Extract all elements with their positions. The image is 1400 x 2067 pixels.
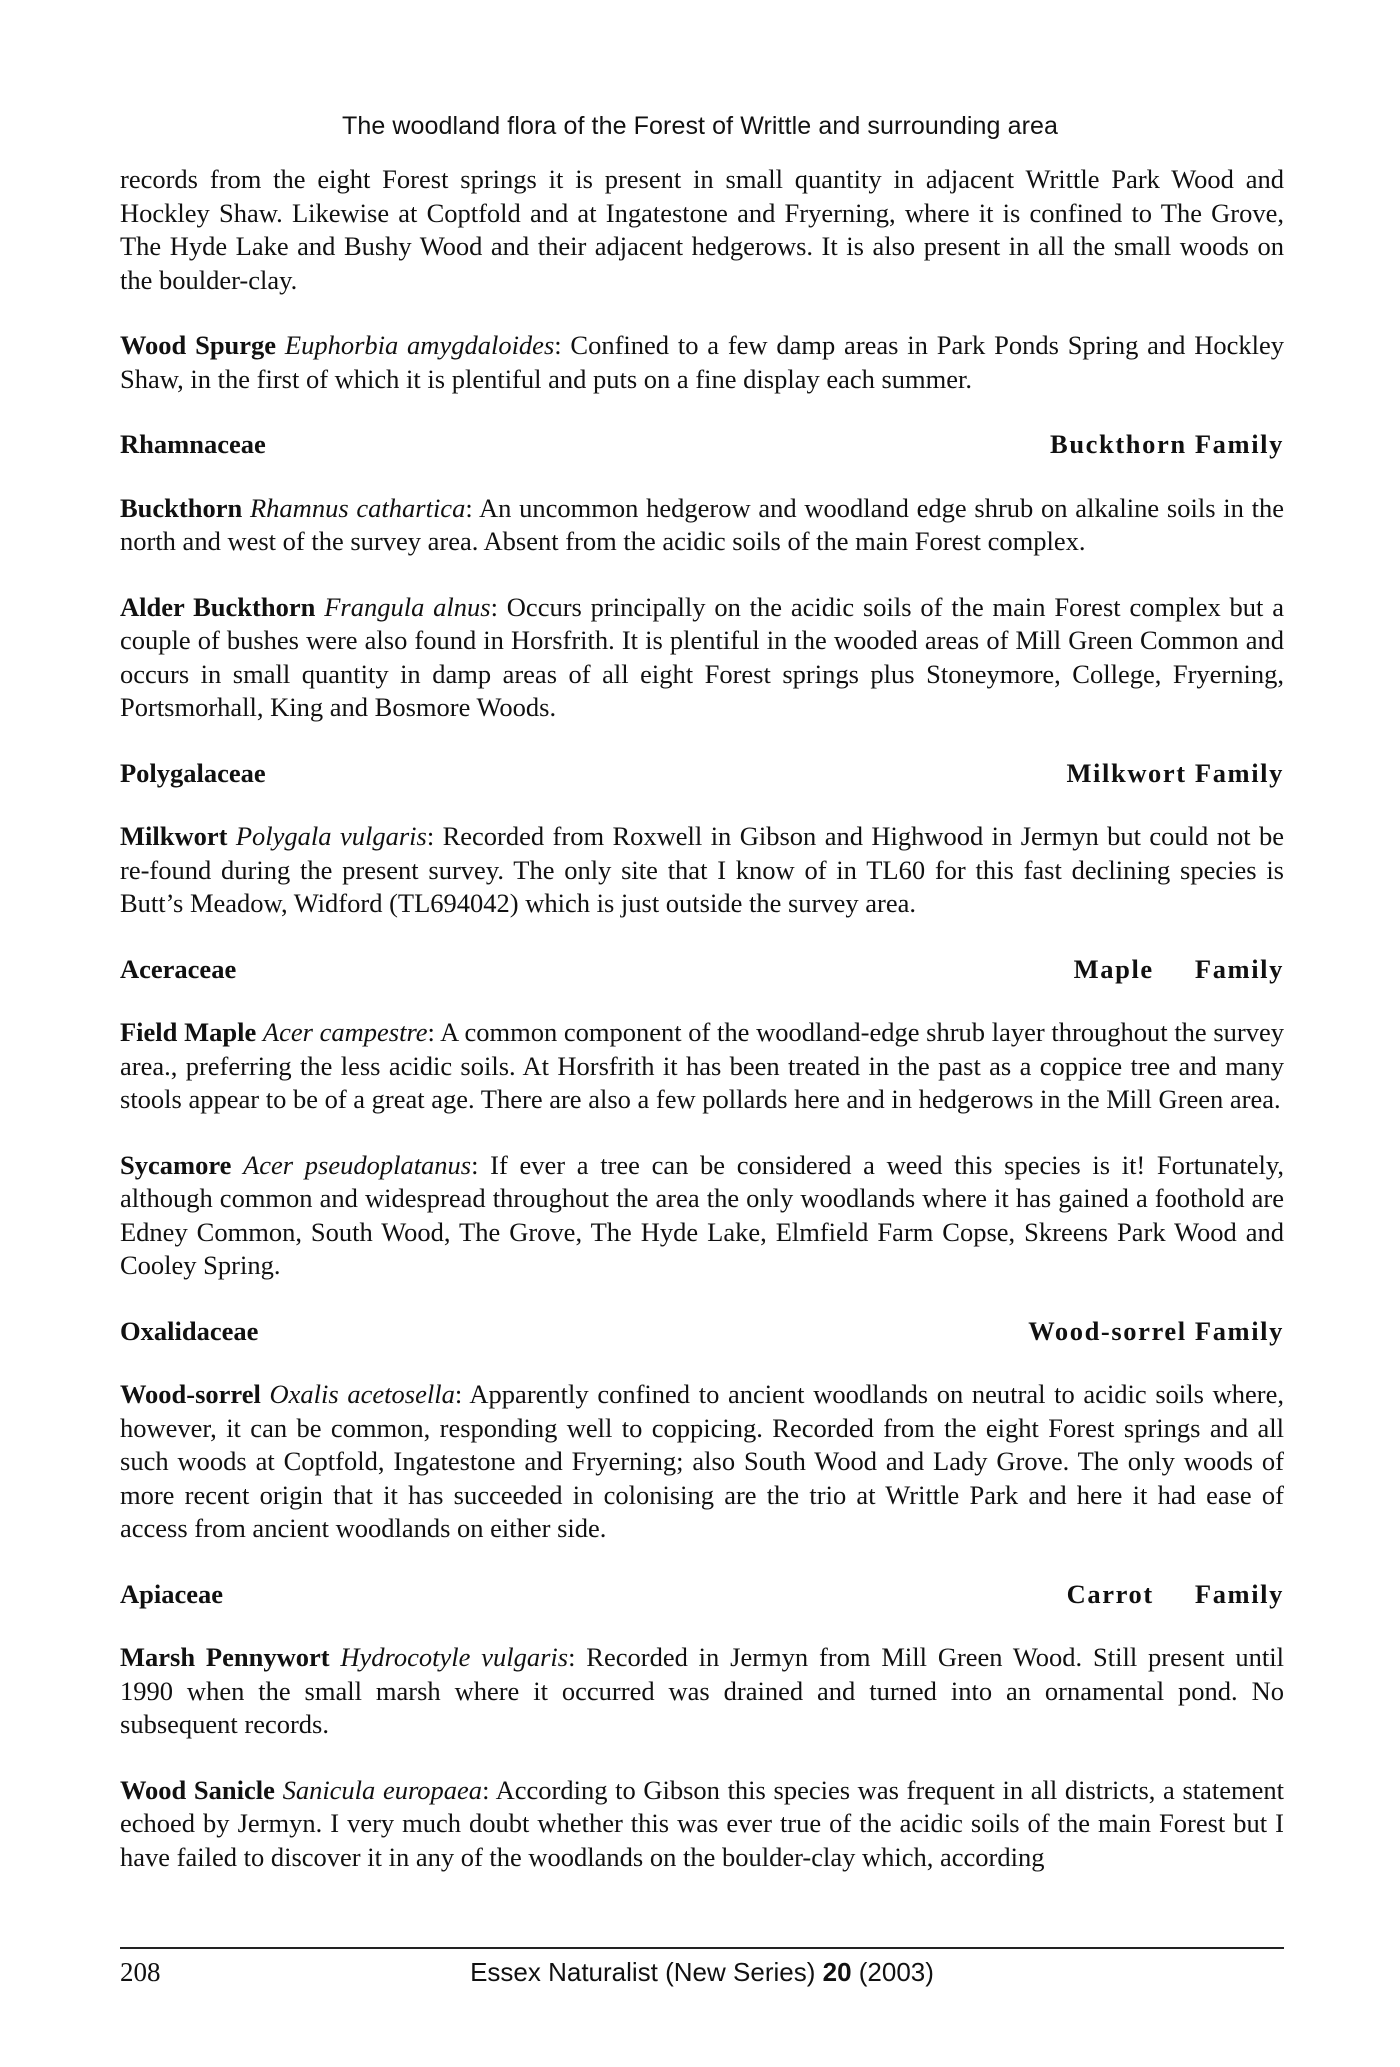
journal-name: Essex Naturalist (New Series) [470, 1957, 816, 1987]
species-scientific-name: Polygala vulgaris [235, 821, 427, 851]
family-latin-name: Rhamnaceae [120, 429, 266, 459]
journal-citation [120, 1957, 1284, 1988]
family-latin-name: Aceraceae [120, 953, 237, 984]
page-footer [120, 1947, 1284, 1989]
family-common-name: Maple Family [1073, 953, 1284, 984]
journal-volume: 20 [822, 1957, 852, 1987]
species-description: : Apparently confined to ancient woodlands on neutral to acidic soils where, however, it can be common, responding well to coppicing. Recorded from the eight Forest springs and all such woods at Coptfold, Ingatestone and Fryerning; also South Wood and Lady Grove. The only woods of more recent origin that it has succeeded in colonising are the trio at Writtle Park and here it had ease of access from ancient woodlands on either side. [120, 1379, 1285, 1543]
family-latin-name: Oxalidaceae [120, 1315, 259, 1346]
species-entry-buckthorn [120, 492, 1284, 559]
species-scientific-name: Hydrocotyle vulgaris [340, 1642, 569, 1672]
species-entry-wood-sanicle [120, 1774, 1284, 1875]
family-heading-aceraceae [120, 953, 1284, 987]
species-common-name: Wood-sorrel [120, 1379, 261, 1409]
species-scientific-name: Sanicula europaea [282, 1774, 483, 1805]
species-description: : A common component of the woodland-edge shrub layer throughout the survey area., preferring the less acidic soils. At Horsfrith it has been treated in the past as a coppice tree and many stools appear to be of a great age. There are also a few pollards here and in hedgerows in the Mill Green area. [120, 1017, 1285, 1114]
species-common-name: Sycamore [120, 1149, 232, 1180]
family-heading-oxalidaceae [120, 1315, 1284, 1349]
continuation-paragraph: records from the eight Forest springs it is present in small quantity in adjacent Writtle Park Wood and Hockley Shaw. Likewise at Coptfold and at Ingatestone and Fryerning, where it is confined to The Grove, The Hyde Lake and Bushy Wood and their adjacent hedgerows. It is also present in all the small woods on the boulder-clay. [120, 164, 1284, 295]
species-entry-alder-buckthorn [120, 591, 1284, 725]
species-common-name: Marsh Pennywort [120, 1642, 330, 1672]
family-common-name: Milkwort Family [1066, 757, 1284, 788]
species-scientific-name: Acer pseudoplatanus [243, 1149, 472, 1180]
species-description: : An uncommon hedgerow and woodland edge shrub on alkaline soils in the north and west of the survey area. Absent from the acidic soils of the main Forest complex. [120, 492, 1285, 556]
family-heading-polygalaceae [120, 757, 1284, 791]
species-description: : Recorded from Roxwell in Gibson and Highwood in Jermyn but could not be re-found during the present survey. The only site that I know of in TL60 for this fast declining species is Butt’s Meadow, Widford (TL694042) which is just outside the survey area. [120, 821, 1284, 918]
family-common-name: Wood-sorrel Family [1028, 1315, 1284, 1346]
species-common-name: Field Maple [120, 1017, 257, 1047]
species-scientific-name: Rhamnus cathartica [250, 492, 466, 523]
family-common-name: Buckthorn Family [1050, 429, 1284, 459]
species-common-name: Alder Buckthorn [120, 591, 316, 622]
species-common-name: Buckthorn [120, 492, 243, 523]
species-scientific-name: Acer campestre [262, 1017, 428, 1047]
family-latin-name: Polygalaceae [120, 757, 266, 788]
species-common-name: Milkwort [120, 821, 228, 851]
family-latin-name: Apiaceae [120, 1578, 224, 1609]
article-body [120, 163, 1284, 1906]
species-entry-marsh-pennywort [120, 1641, 1284, 1742]
species-entry-wood-spurge [120, 329, 1284, 396]
species-description: : Occurs principally on the acidic soils of the main Forest complex but a couple of bushes were also found in Horsfrith. It is plentiful in the wooded areas of Mill Green Common and occurs in small quantity in damp areas of all eight Forest springs plus Stoneymore, College, Fryerning, Portsmorhall, King and Bosmore Woods. [120, 591, 1285, 722]
running-header: The woodland flora of the Forest of Writtle and surrounding area [341, 112, 1059, 140]
journal-year: (2003) [858, 1957, 934, 1987]
page-number: 208 [120, 1957, 161, 1987]
species-scientific-name: Frangula alnus [324, 591, 491, 622]
species-description: : Confined to a few damp areas in Park Ponds Spring and Hockley Shaw, in the first of which it is plentiful and puts on a fine display each summer. [120, 330, 1285, 394]
species-description: : If ever a tree can be considered a weed this species is it! Fortunately, although common and widespread throughout the area the only woodlands where it has gained a foothold are Edney Common, South Wood, The Grove, The Hyde Lake, Elmfield Farm Copse, Skreens Park Wood and Cooley Spring. [120, 1149, 1285, 1280]
family-heading-rhamnaceae [120, 428, 1284, 462]
species-scientific-name: Euphorbia amygdaloides [284, 330, 555, 360]
species-entry-sycamore [120, 1149, 1284, 1283]
species-entry-field-maple [120, 1016, 1284, 1117]
family-heading-apiaceae [120, 1578, 1284, 1612]
species-entry-wood-sorrel [120, 1378, 1284, 1546]
species-description: : Recorded in Jermyn from Mill Green Wood. Still present until 1990 when the small marsh where it occurred was drained and turned into an ornamental pond. No subsequent records. [120, 1642, 1284, 1739]
family-common-name: Carrot Family [1066, 1578, 1284, 1609]
species-common-name: Wood Sanicle [120, 1774, 275, 1805]
species-scientific-name: Oxalis acetosella [269, 1379, 455, 1409]
species-common-name: Wood Spurge [120, 330, 277, 360]
species-description: : According to Gibson this species was frequent in all districts, a statement echoed by Jermyn. I very much doubt whether this was ever true of the acidic soils of the main Forest but I have failed to discover it in any of the woodlands on the boulder-clay which, according [120, 1774, 1285, 1872]
species-entry-milkwort [120, 820, 1284, 921]
